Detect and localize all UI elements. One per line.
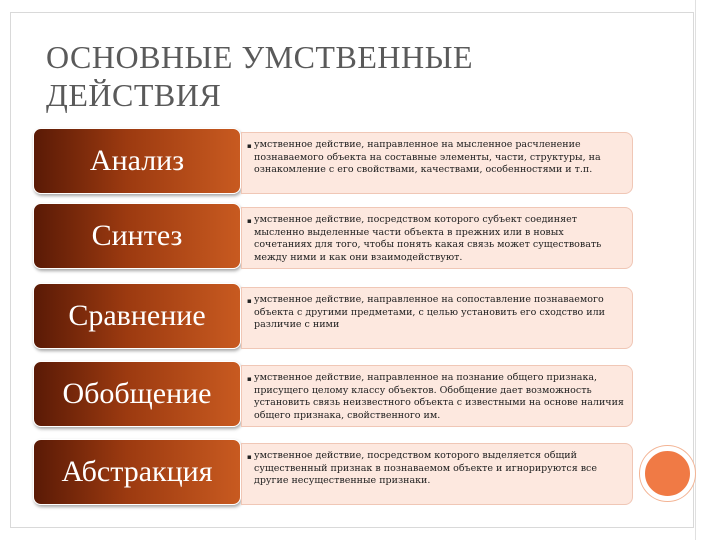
description-text: умственное действие, направленное на познание общего признака, присущего целому классу объектов. Обобщение дает возможность установить связь неизвестного объекта с известными на основе наличия общего признака, свойственного им. xyxy=(254,372,624,421)
description-text: умственное действие, направленное на сопоставление познаваемого объекта с другими предметами, с целью установить его сходство или различие с ними xyxy=(254,294,605,330)
action-description xyxy=(241,287,633,349)
page-title xyxy=(46,38,566,114)
bullet-icon: ▪ xyxy=(247,297,252,305)
action-description xyxy=(241,132,633,194)
description-text: умственное действие, посредством которого субъект соединяет мысленно выделенные части объекта в прежних или в новых сочетаниях для того, чтобы понять какая связь может существовать между ними и как они взаимодействуют. xyxy=(254,214,602,263)
bullet-icon: ▪ xyxy=(247,453,252,461)
description-text: умственное действие, посредством которого выделяется общий существенный признак в познаваемом объекте и игнорируются все другие несущественные признаки. xyxy=(254,450,598,486)
title-line-1: ОСНОВНЫЕ УМСТВЕННЫЕ xyxy=(46,39,474,75)
decorative-circle-icon xyxy=(640,446,695,501)
action-row-comparison xyxy=(0,283,720,353)
title-line-2: ДЕЙСТВИЯ xyxy=(46,77,222,113)
action-row-generalization xyxy=(0,361,720,431)
action-row-synthesis xyxy=(0,203,720,273)
action-description xyxy=(241,443,633,505)
action-label: Синтез xyxy=(33,203,241,269)
description-text: умственное действие, направленное на мысленное расчленение познаваемого объекта на составные элементы, части, структуры, на ознакомление с его свойствами, качествами, особенностями и т.п. xyxy=(254,139,601,175)
action-row-analysis xyxy=(0,128,720,198)
action-label: Сравнение xyxy=(33,283,241,349)
bullet-icon: ▪ xyxy=(247,375,252,383)
action-row-abstraction xyxy=(0,439,720,509)
action-description xyxy=(241,365,633,427)
bullet-icon: ▪ xyxy=(247,217,252,225)
action-label: Абстракция xyxy=(33,439,241,505)
bullet-icon: ▪ xyxy=(247,142,252,150)
action-label: Анализ xyxy=(33,128,241,194)
action-label: Обобщение xyxy=(33,361,241,427)
action-description xyxy=(241,207,633,269)
